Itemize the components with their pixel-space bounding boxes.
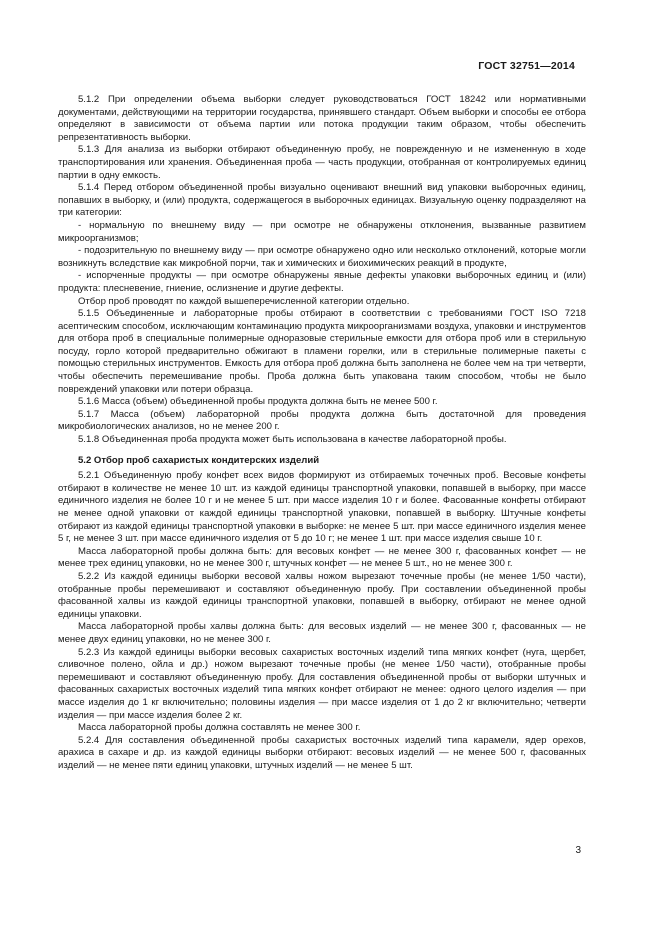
section-5-2-title: 5.2 Отбор проб сахаристых кондитерских изделий: [78, 454, 320, 466]
paragraph-5-1-5: 5.1.5 Объединенные и лабораторные пробы отбирают в соответствии с требованиями ГОСТ ISO 7218 асептическим способом, исключающим контаминацию продукта микроорганизмами воздуха, упаковки и инструментов для отбора проб в специальные полимерные одноразовые стерильные емкости для отбора проб или в стерильную посуду, горло которой предварительно обжигают в пламени горелки, или в стерильные полимерные пакеты с помощью стерильных инструментов. Емкость для отбора проб должна быть заполнена не более чем на три четверти, чтобы обеспечить перемешивание пробы. Проба должна быть упакована таким способом, чтобы не было повреждений упаковки или потери образца.: [58, 308, 586, 395]
paragraph-5-1-8: 5.1.8 Объединенная проба продукта может быть использована в качестве лабораторной пробы.: [78, 434, 507, 446]
paragraph-5-1-4: 5.1.4 Перед отбором объединенной пробы визуально оценивают внешний вид упаковки выборочных единиц, попавших в выборку, и (или) продукта, содержащегося в выборочных единицах. Визуальную оценку подразделяют на три категории:: [58, 182, 586, 219]
paragraph-sampling-note: Отбор проб проводят по каждой вышеперечисленной категории отдельно.: [78, 295, 410, 307]
paragraph-5-1-7: 5.1.7 Масса (объем) лабораторной пробы продукта должна быть достаточной для проведения микробиологических анализов, но не менее 200 г.: [58, 408, 586, 433]
document-body: [58, 94, 586, 772]
list-item-spoiled: - испорченные продукты — при осмотре обнаружены явные дефекты упаковки выборочных единиц и (или) продукта: плесневение, гниение, ослизнение и другие дефекты.: [58, 270, 586, 294]
page-number: 3: [575, 845, 581, 856]
paragraph-lab-sample-halva: Масса лабораторной пробы халвы должна быть: для весовых изделий — не менее 300 г, фасованных — не менее двух единиц упаковки, но не менее 300 г.: [58, 621, 586, 645]
paragraph-5-1-2: 5.1.2 При определении объема выборки следует руководствоваться ГОСТ 18242 или нормативными документами, действующими на территории государства, принявшего стандарт. Объем выборки и способы ее отбора определяют в зависимости от объема партии или потока продукции таким образом, чтобы обеспечить репрезентативность выборки.: [58, 94, 586, 143]
paragraph-5-2-4: 5.2.4 Для составления объединенной пробы сахаристых восточных изделий типа карамели, ядер орехов, арахиса в сахаре и др. из каждой единицы выборки отбирают: весовых изделий — не менее 500 г, фасованных изделий — не менее пяти единиц упаковки, штучных изделий — не менее 5 шт.: [58, 734, 586, 771]
paragraph-5-2-3: 5.2.3 Из каждой единицы выборки весовых сахаристых восточных изделий типа мягких конфет (нуга, щербет, сливочное полено, ойла и др.) ножом вырезают точечные пробы (не менее 1/50 части), отобранные пробы перемешивают и составляют объединенную пробу. Для составления объединенной пробы от выборки штучных и фасованных сахаристых восточных изделий типа мягких конфет отбирают не менее: одного целого изделия — при массе изделия до 1 кг включительно; половины изделия — при массе изделия от 1 до 2 кг включительно; четверти изделия — при массе изделия более 2 кг.: [58, 646, 586, 721]
paragraph-5-2-2: 5.2.2 Из каждой единицы выборки весовой халвы ножом вырезают точечные пробы (не менее 1/50 части), отобранные пробы перемешивают и составляют объединенную пробу. При составлении объединенной пробы фасованной халвы из каждой единицы транспортной упаковки, попавшей в выборку, отбирают не менее одной единицы упаковки.: [58, 570, 586, 620]
list-item-suspicious: - подозрительную по внешнему виду — при осмотре обнаружено одно или несколько отклонений, которые могли возникнуть вследствие как микробной порчи, так и химических и биохимических реакций в продукте,: [58, 245, 586, 269]
paragraph-5-1-3: 5.1.3 Для анализа из выборки отбирают объединенную пробу, не поврежденную и не измененную в ходе транспортирования или хранения. Объединенная проба — часть продукции, отобранная от контролируемых единиц партии в одну емкость.: [58, 144, 586, 181]
document-code-header: ГОСТ 32751—2014: [478, 60, 575, 72]
paragraph-5-1-6: 5.1.6 Масса (объем) объединенной пробы продукта должна быть не менее 500 г.: [78, 396, 438, 408]
paragraph-lab-sample-mass: Масса лабораторной пробы должна составлять не менее 300 г.: [78, 722, 361, 734]
list-item-normal: - нормальную по внешнему виду — при осмотре не обнаружены отклонения, вызванные развитием микроорганизмов;: [58, 219, 586, 244]
paragraph-lab-sample-candies: Масса лабораторной пробы должна быть: для весовых конфет — не менее 300 г, фасованных конфет — не менее трех единиц упаковки, но не менее 300 г, штучных конфет — не менее 5 шт., но не менее 300 г.: [58, 545, 586, 570]
paragraph-5-2-1: 5.2.1 Объединенную пробу конфет всех видов формируют из отбираемых точечных проб. Весовые конфеты отбирают в количестве не менее 10 шт. из каждой единицы транспортной упаковки, попавшей в выборку, при массе единичного изделия не более 10 г и не менее 5 шт. при массе изделия 10 г и более. Фасованные конфеты отбирают не менее одной упаковки от каждой единицы транспортной упаковки, попавшей в выборку. Штучные конфеты отбирают из каждой единицы транспортной упаковки в выборке: не менее 5 шт. при массе единичного изделия менее 5 г, не менее 3 шт. при массе единичного изделия от 5 до 10 г; не менее 1 шт. при массе изделия свыше 10 г.: [58, 470, 586, 545]
